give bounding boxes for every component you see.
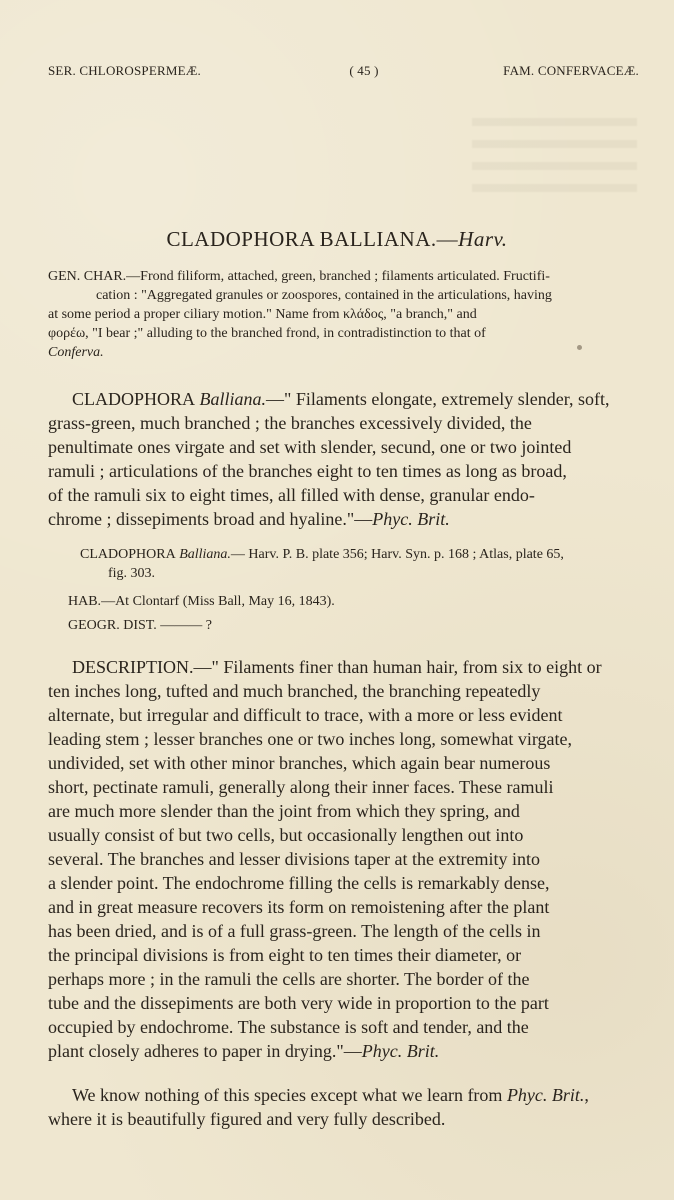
species-description [48, 387, 638, 531]
genus-line-2: cation : "Aggregated granules or zoospores, contained in the articulations, having [96, 288, 552, 303]
description-line-16: occupied by endochrome. The substance is soft and tender, and the [48, 1017, 529, 1037]
species-name: Balliana. [199, 389, 267, 409]
description-line-17: plant closely adheres to paper in drying."—Phyc. Brit. [48, 1041, 440, 1061]
genus-label: GEN. CHAR. [48, 269, 127, 284]
page-header [48, 63, 639, 81]
reference-line-1: CLADOPHORA Balliana.— Harv. P. B. plate 356; Harv. Syn. p. 168 ; Atlas, plate 65, [80, 547, 564, 562]
genus-line-5: Conferva. [48, 345, 104, 360]
species-description-line-4: ramuli ; articulations of the branches eight to ten times as long as broad, [48, 461, 567, 481]
genus-line-4: φορέω, "I bear ;" alluding to the branched frond, in contradistinction to that of [48, 326, 486, 341]
closing-note [48, 1083, 638, 1131]
closing-note-line-2: where it is beautifully figured and very fully described. [48, 1109, 446, 1129]
description-line-3: alternate, but irregular and difficult to trace, with a more or less evident [48, 705, 563, 725]
description-line-8: usually consist of but two cells, but occasionally lengthen out into [48, 825, 524, 845]
description-source: Phyc. Brit. [361, 1041, 440, 1061]
description-line-7: are much more slender than the joint from which they spring, and [48, 801, 520, 821]
description-line-2: ten inches long, tufted and much branched, the branching repeatedly [48, 681, 541, 701]
description [48, 655, 638, 1063]
description-line-12: has been dried, and is of a full grass-green. The length of the cells in [48, 921, 541, 941]
description-line-13: the principal divisions is from eight to ten times their diameter, or [48, 945, 522, 965]
species-title-main: CLADOPHORA BALLIANA.— [166, 227, 459, 251]
habitat-label: HAB. [68, 594, 102, 609]
reference-label: CLADOPHORA [80, 547, 176, 562]
species-title-author: Harv. [458, 227, 508, 251]
closing-note-source: Phyc. Brit. [506, 1085, 585, 1105]
species-description-line-1: CLADOPHORA Balliana.—" Filaments elongate, extremely slender, soft, [72, 389, 610, 409]
description-label: DESCRIPTION. [72, 657, 194, 677]
description-line-10: a slender point. The endochrome filling the cells is remarkably dense, [48, 873, 550, 893]
species-source: Phyc. Brit. [372, 509, 450, 529]
geographic-distribution-label: GEOGR. DIST. [68, 618, 157, 633]
family-heading: FAM. CONFERVACEÆ. [503, 63, 639, 78]
closing-note-line-1: We know nothing of this species except what we learn from Phyc. Brit., [72, 1085, 589, 1105]
description-line-15: tube and the dissepiments are both very wide in proportion to the part [48, 993, 549, 1013]
species-description-line-6: chrome ; dissepiments broad and hyaline."—Phyc. Brit. [48, 509, 450, 529]
species-title [0, 227, 674, 252]
description-line-1: DESCRIPTION.—" Filaments finer than human hair, from six to eight or [72, 657, 602, 677]
geographic-distribution-text: ——— ? [160, 618, 213, 633]
species-description-line-2: grass-green, much branched ; the branches excessively divided, the [48, 413, 532, 433]
species-description-line-5: of the ramuli six to eight times, all filled with dense, granular endo- [48, 485, 535, 505]
habitat-text: —At Clontarf (Miss Ball, May 16, 1843). [101, 594, 335, 609]
reference-species: Balliana. [179, 547, 231, 562]
series-heading: SER. CHLOROSPERMEÆ. [48, 63, 201, 78]
genus-character [48, 267, 638, 362]
ink-spot [577, 345, 582, 350]
description-line-6: short, pectinate ramuli, generally along their inner faces. These ramuli [48, 777, 554, 797]
geographic-distribution [68, 616, 608, 635]
genus-line-3: at some period a proper ciliary motion." Name from κλάδος, "a branch," and [48, 307, 477, 322]
species-description-line-3: penultimate ones virgate and set with slender, secund, one or two jointed [48, 437, 572, 457]
description-line-9: several. The branches and lesser divisions taper at the extremity into [48, 849, 541, 869]
page-number: ( 45 ) [349, 63, 379, 78]
description-line-11: and in great measure recovers its form on remoistening after the plant [48, 897, 550, 917]
description-line-4: leading stem ; lesser branches one or two inches long, somewhat virgate, [48, 729, 573, 749]
show-through-text [472, 118, 637, 216]
genus-line-1: GEN. CHAR.—Frond filiform, attached, green, branched ; filaments articulated. Fructifi- [48, 269, 550, 284]
description-line-14: perhaps more ; in the ramuli the cells are shorter. The border of the [48, 969, 530, 989]
reference-line-2: fig. 303. [108, 566, 156, 581]
habitat [68, 592, 608, 611]
species-label: CLADOPHORA [72, 389, 196, 409]
description-line-5: undivided, set with other minor branches, which again bear numerous [48, 753, 551, 773]
reference [80, 545, 638, 583]
